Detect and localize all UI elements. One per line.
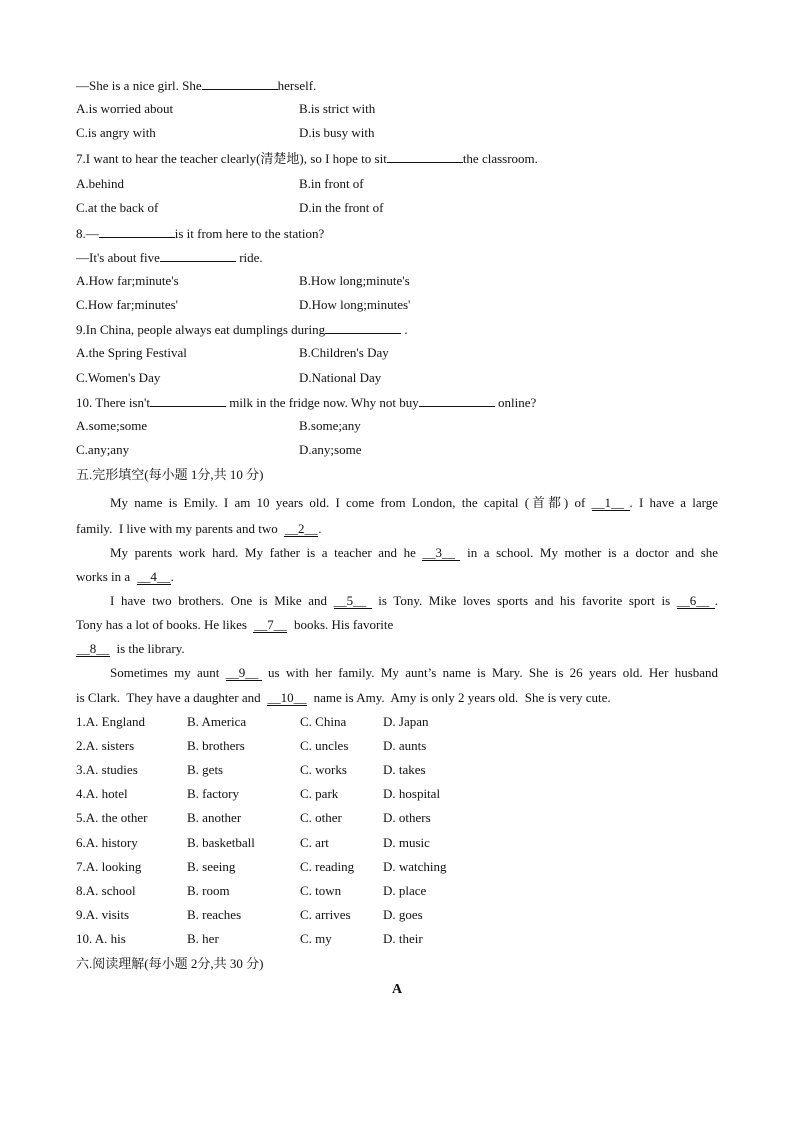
passage-text: She is 26 years old. xyxy=(528,665,643,680)
passage-text: . xyxy=(318,521,322,536)
passage-text: I am 10 years old. xyxy=(223,495,330,510)
cloze-blank-7[interactable]: __7__ xyxy=(254,617,287,632)
cloze-para1-line2 xyxy=(76,521,321,537)
cloze-blank-8[interactable]: __8__ xyxy=(76,641,110,656)
q10-option-c[interactable]: C.any;any xyxy=(76,442,130,457)
cloze-option-4a[interactable]: 4.A. hotel xyxy=(76,786,128,801)
cloze-option-2a[interactable]: 2.A. sisters xyxy=(76,738,135,753)
cloze-option-2b[interactable]: B. brothers xyxy=(187,738,245,753)
cloze-para2-line2 xyxy=(76,569,174,585)
cloze-option-1b[interactable]: B. America xyxy=(187,714,247,729)
cloze-option-3a[interactable]: 3.A. studies xyxy=(76,762,138,777)
cloze-para3-line2 xyxy=(76,617,393,633)
q7-option-c[interactable]: C.at the back of xyxy=(76,200,159,215)
passage-text: . I have a large xyxy=(629,495,718,510)
cloze-option-8c[interactable]: C. town xyxy=(300,883,342,898)
section-6-heading: 六.阅读理解(每小题 2分,共 30 分) xyxy=(76,956,264,971)
passage-text: I have two brothers. One is Mike and xyxy=(110,593,328,608)
passage-text: family. xyxy=(76,521,113,536)
cloze-option-7d[interactable]: D. watching xyxy=(383,859,447,874)
q7-option-b[interactable]: B.in front of xyxy=(299,176,364,191)
passage-text: I live xyxy=(118,521,146,536)
cloze-option-10b[interactable]: B. her xyxy=(187,931,219,946)
cloze-option-2d[interactable]: D. aunts xyxy=(383,738,427,753)
stem-text: 7.I want to hear the teacher clearly(清楚地), so I hope to sit xyxy=(76,151,387,166)
stem-text: 8.— xyxy=(76,226,99,241)
cloze-option-8b[interactable]: B. room xyxy=(187,883,230,898)
cloze-option-5a[interactable]: 5.A. the other xyxy=(76,810,148,825)
q7-option-a[interactable]: A.behind xyxy=(76,176,125,191)
passage-text: I come from London, the capital (首都) of xyxy=(335,495,586,510)
cloze-option-2c[interactable]: C. uncles xyxy=(300,738,349,753)
answer-blank[interactable] xyxy=(387,150,463,163)
cloze-blank-5[interactable]: __5__ xyxy=(334,594,372,609)
cloze-option-9c[interactable]: C. arrives xyxy=(300,907,351,922)
cloze-para3-line1 xyxy=(110,593,718,609)
answer-blank[interactable] xyxy=(99,225,175,238)
passage-text: My father is a teacher and he xyxy=(245,545,416,560)
passage-text: . xyxy=(170,569,174,584)
passage-text: They have a daughter and xyxy=(126,690,261,705)
passage-text: name is Amy. xyxy=(313,690,385,705)
passage-text: books. His xyxy=(293,617,350,632)
cloze-option-4d[interactable]: D. hospital xyxy=(383,786,441,801)
q6-option-c[interactable]: C.is angry with xyxy=(76,125,156,140)
cloze-option-3c[interactable]: C. works xyxy=(300,762,347,777)
q7-option-d[interactable]: D.in the front of xyxy=(299,200,384,215)
cloze-option-6c[interactable]: C. art xyxy=(300,835,329,850)
cloze-para1-line1 xyxy=(110,495,718,511)
stem-text: —It's about five xyxy=(76,250,160,265)
stem-text: 9.In China, people always eat dumplings during xyxy=(76,322,326,337)
answer-blank[interactable] xyxy=(160,249,236,262)
cloze-option-10a[interactable]: 10. A. his xyxy=(76,931,126,946)
cloze-option-10d[interactable]: D. their xyxy=(383,931,423,946)
cloze-blank-2[interactable]: __2__ xyxy=(284,521,318,536)
cloze-option-6d[interactable]: D. music xyxy=(383,835,430,850)
q8-option-b[interactable]: B.How long;minute's xyxy=(299,273,410,288)
cloze-para4-line2 xyxy=(76,690,611,706)
cloze-option-8a[interactable]: 8.A. school xyxy=(76,883,136,898)
passage-text: Sometimes my aunt xyxy=(110,665,220,680)
cloze-option-7a[interactable]: 7.A. looking xyxy=(76,859,142,874)
stem-text: herself. xyxy=(277,78,317,93)
q9-option-b[interactable]: B.Children's Day xyxy=(299,345,389,360)
q8-option-c[interactable]: C.How far;minutes' xyxy=(76,297,178,312)
cloze-option-3d[interactable]: D. takes xyxy=(383,762,426,777)
q6-stem xyxy=(76,77,316,94)
stem-text: online? xyxy=(498,395,537,410)
stem-text: is it from here to the station? xyxy=(174,226,325,241)
q9-stem xyxy=(76,321,408,338)
stem-text: . xyxy=(404,322,408,337)
cloze-option-10c[interactable]: C. my xyxy=(300,931,332,946)
stem-text: the classroom. xyxy=(462,151,538,166)
q9-option-a[interactable]: A.the Spring Festival xyxy=(76,345,187,360)
stem-text: milk in the fridge now. Why not buy xyxy=(229,395,419,410)
answer-blank[interactable] xyxy=(150,394,226,407)
q7-stem xyxy=(76,150,538,167)
q6-option-a[interactable]: A.is worried about xyxy=(76,101,174,116)
passage-text: favorite xyxy=(352,617,394,632)
cloze-option-8d[interactable]: D. place xyxy=(383,883,427,898)
q10-option-d[interactable]: D.any;some xyxy=(299,442,362,457)
q8-stem-line1 xyxy=(76,225,324,242)
passage-text: Tony has a lot of books. He likes xyxy=(76,617,247,632)
cloze-blank-4[interactable]: __4__ xyxy=(137,569,170,584)
passage-text: My aunt’s name is Mary. xyxy=(380,665,523,680)
cloze-option-3b[interactable]: B. gets xyxy=(187,762,224,777)
cloze-option-9d[interactable]: D. goes xyxy=(383,907,423,922)
answer-blank[interactable] xyxy=(419,394,495,407)
cloze-blank-3[interactable]: __3__ xyxy=(422,546,460,561)
cloze-option-5b[interactable]: B. another xyxy=(187,810,242,825)
cloze-option-5c[interactable]: C. other xyxy=(300,810,342,825)
passage-text: is Clark. xyxy=(76,690,121,705)
cloze-option-4c[interactable]: C. park xyxy=(300,786,339,801)
cloze-option-1a[interactable]: 1.A. England xyxy=(76,714,145,729)
q10-stem xyxy=(76,394,536,411)
cloze-option-1c[interactable]: C. China xyxy=(300,714,347,729)
stem-text: —She is a nice girl. She xyxy=(76,78,202,93)
cloze-option-4b[interactable]: B. factory xyxy=(187,786,239,801)
cloze-option-1d[interactable]: D. Japan xyxy=(383,714,429,729)
cloze-option-6a[interactable]: 6.A. history xyxy=(76,835,138,850)
passage-text: is the library. xyxy=(116,641,185,656)
passage-text: us with her family. xyxy=(268,665,375,680)
passage-text: My parents work hard. xyxy=(110,545,239,560)
cloze-option-9a[interactable]: 9.A. visits xyxy=(76,907,130,922)
passage-text: is Tony. Mike loves sports and his favorite sport is xyxy=(378,593,671,608)
answer-blank[interactable] xyxy=(202,77,278,90)
passage-text: . xyxy=(714,593,719,608)
cloze-option-6b[interactable]: B. basketball xyxy=(187,835,255,850)
q8-option-a[interactable]: A.How far;minute's xyxy=(76,273,179,288)
stem-text: ride. xyxy=(239,250,263,265)
passage-text: She is very cute. xyxy=(524,690,611,705)
stem-text: 10. There isn't xyxy=(76,395,150,410)
passage-text: works in a xyxy=(76,569,131,584)
cloze-option-7c[interactable]: C. reading xyxy=(300,859,355,874)
q9-option-c[interactable]: C.Women's Day xyxy=(76,370,161,385)
section-5-heading: 五.完形填空(每小题 1分,共 10 分) xyxy=(76,467,264,482)
cloze-option-7b[interactable]: B. seeing xyxy=(187,859,236,874)
q10-option-a[interactable]: A.some;some xyxy=(76,418,148,433)
cloze-blank-6[interactable]: __6__ xyxy=(677,594,715,609)
passage-text: My name is Emily. xyxy=(110,495,218,510)
cloze-blank-1[interactable]: __1__ xyxy=(592,496,630,511)
q9-option-d[interactable]: D.National Day xyxy=(299,370,382,385)
cloze-para4-line1 xyxy=(110,665,718,681)
cloze-blank-10[interactable]: __10__ xyxy=(267,690,307,705)
q6-option-d[interactable]: D.is busy with xyxy=(299,125,375,140)
cloze-option-5d[interactable]: D. others xyxy=(383,810,431,825)
cloze-para2-line1 xyxy=(110,545,718,561)
cloze-para3-line3 xyxy=(76,641,185,657)
passage-text: Amy is only 2 years old. xyxy=(390,690,519,705)
passage-text: with my parents and two xyxy=(149,521,278,536)
q8-stem-line2 xyxy=(76,249,263,266)
q8-option-d[interactable]: D.How long;minutes' xyxy=(299,297,411,312)
passage-text: Her husband xyxy=(648,665,719,680)
q10-option-b[interactable]: B.some;any xyxy=(299,418,361,433)
answer-blank[interactable] xyxy=(325,321,401,334)
q6-option-b[interactable]: B.is strict with xyxy=(299,101,376,116)
cloze-blank-9[interactable]: __9__ xyxy=(226,666,262,681)
passage-text: in a school. My mother is a doctor and she xyxy=(467,545,719,560)
passage-label: A xyxy=(391,982,403,997)
cloze-option-9b[interactable]: B. reaches xyxy=(187,907,242,922)
